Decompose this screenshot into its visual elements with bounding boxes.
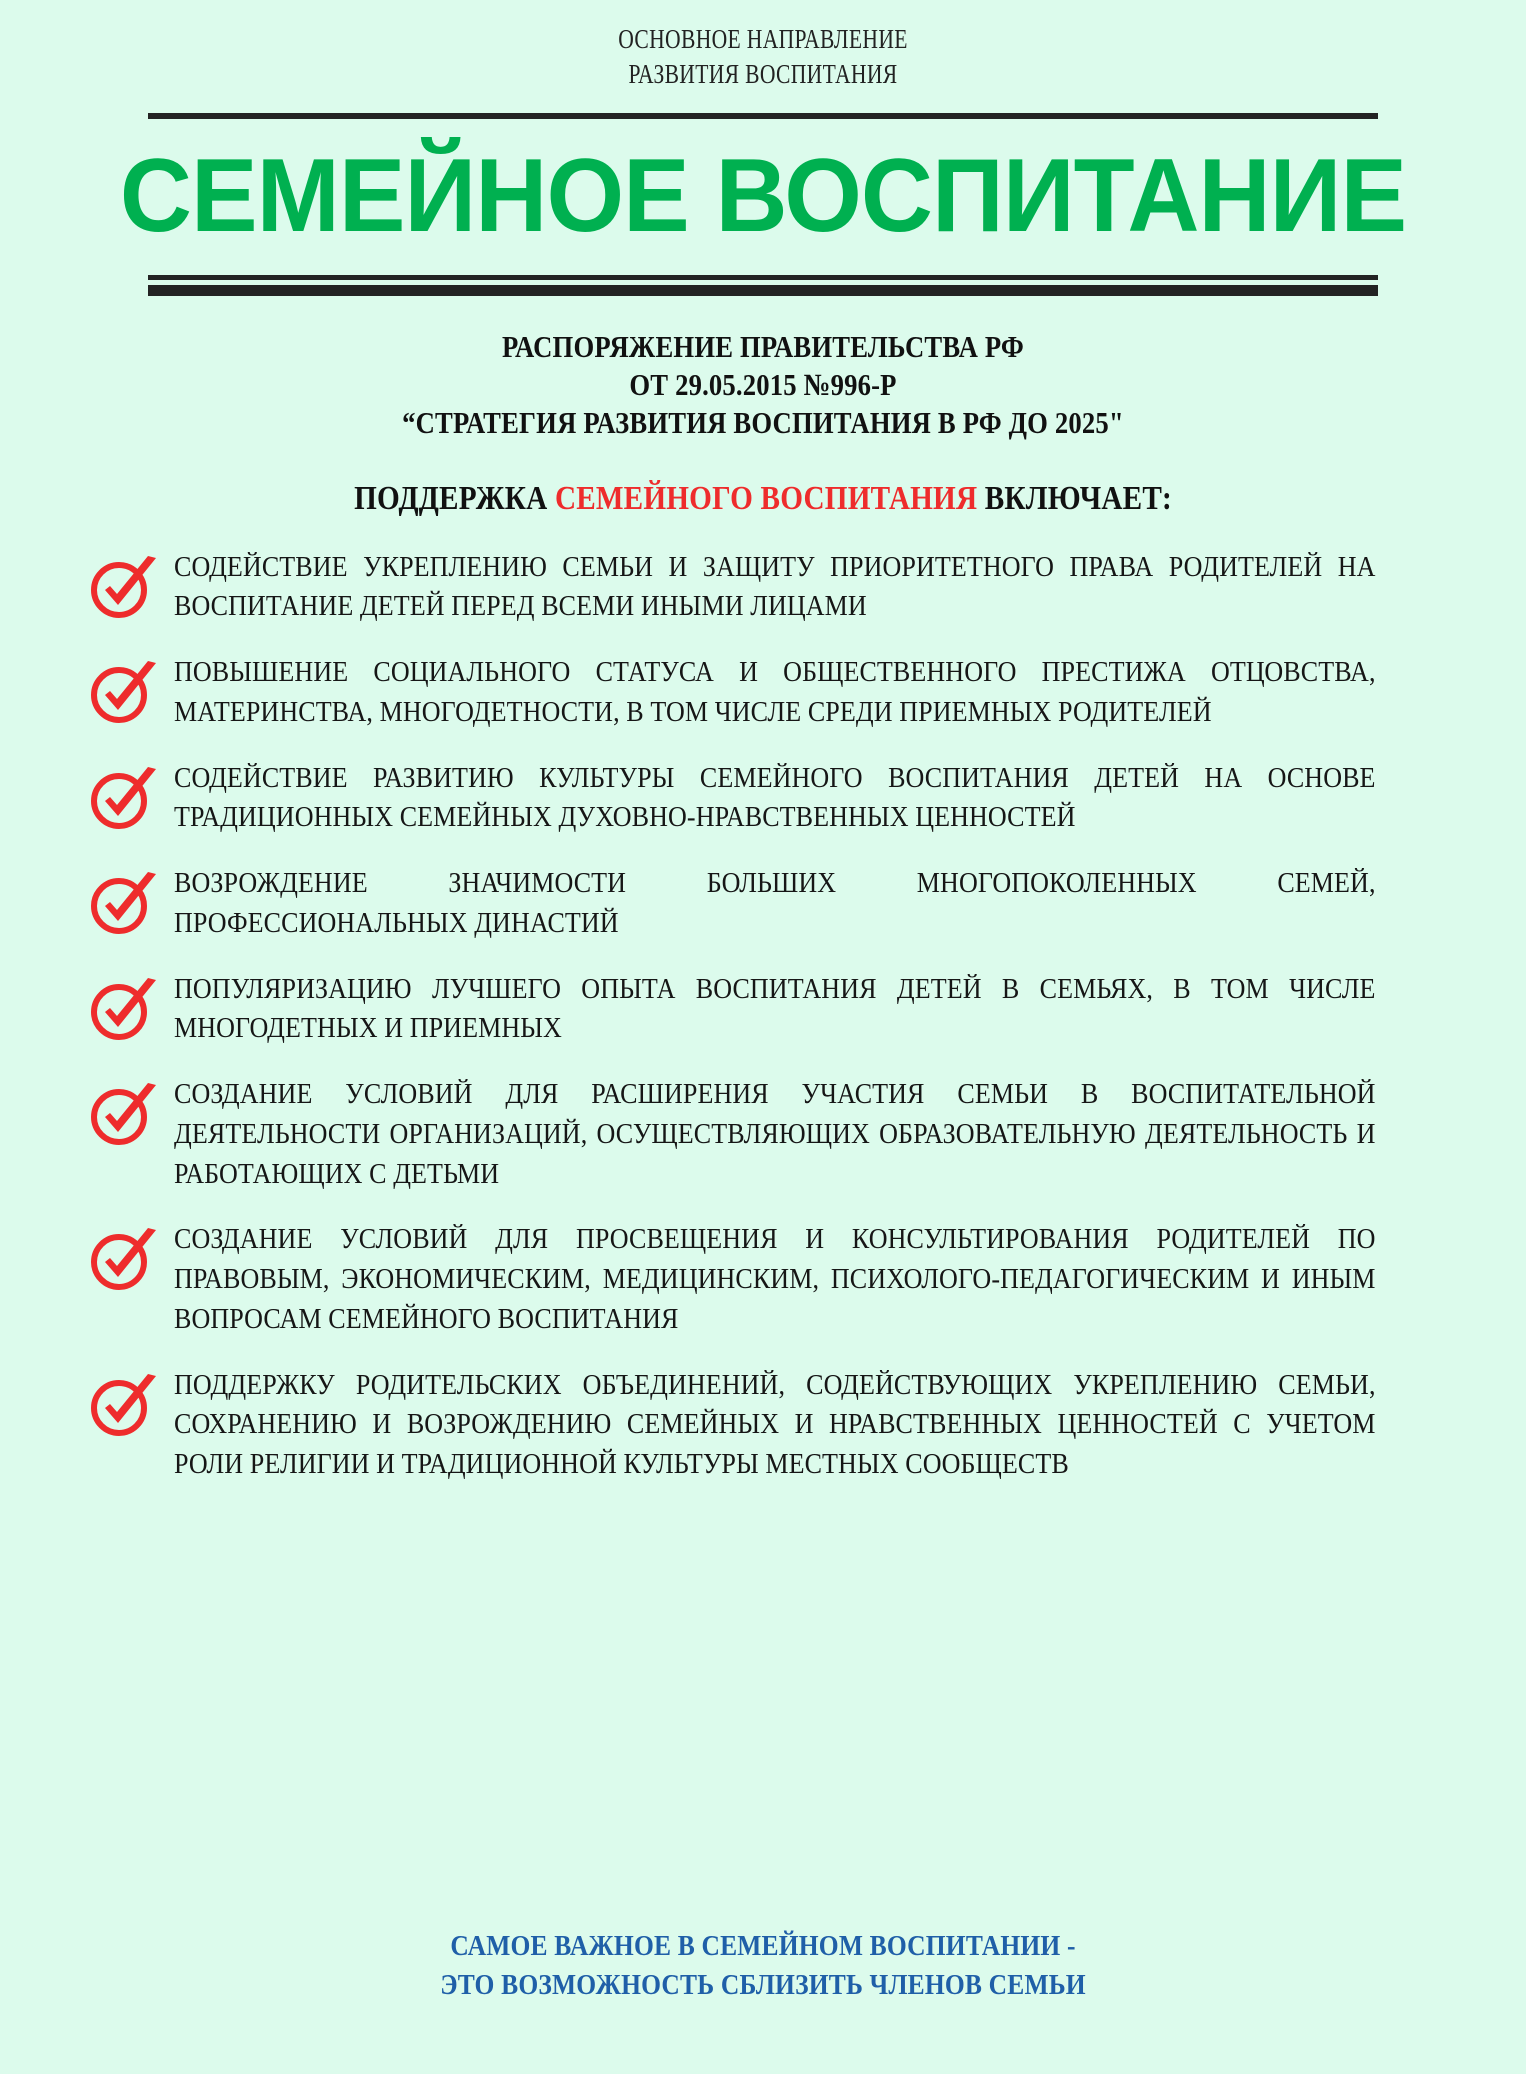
- check-circle-icon: [88, 970, 174, 1042]
- list-item-text: СОЗДАНИЕ УСЛОВИЙ ДЛЯ ПРОСВЕЩЕНИЯ И КОНСУЛЬТИРОВАНИЯ РОДИТЕЛЕЙ ПО ПРАВОВЫМ, ЭКОНОМИЧЕСКИМ, МЕДИЦИНСКИМ, ПСИХОЛОГО-ПЕДАГОГИЧЕСКИМ И ИНЫМ ВОПРОСАМ СЕМЕЙНОГО ВОСПИТАНИЯ: [174, 1224, 1376, 1335]
- divider-above-title: [148, 113, 1378, 119]
- list-item-text: СОДЕЙСТВИЕ УКРЕПЛЕНИЮ СЕМЬИ И ЗАЩИТУ ПРИОРИТЕТНОГО ПРАВА РОДИТЕЛЕЙ НА ВОСПИТАНИЕ ДЕТЕЙ ПЕРЕД ВСЕМИ ИНЫМИ ЛИЦАМИ: [174, 551, 1376, 623]
- includes-prefix: ПОДДЕРЖКА: [354, 479, 555, 517]
- check-circle-icon: [88, 864, 174, 936]
- includes-suffix: ВКЛЮЧАЕТ:: [977, 479, 1172, 517]
- list-item-text: СОДЕЙСТВИЕ РАЗВИТИЮ КУЛЬТУРЫ СЕМЕЙНОГО ВОСПИТАНИЯ ДЕТЕЙ НА ОСНОВЕ ТРАДИЦИОННЫХ СЕМЕЙНЫХ ДУХОВНО-НРАВСТВЕННЫХ ЦЕННОСТЕЙ: [174, 762, 1376, 834]
- kicker-line-2: РАЗВИТИЯ ВОСПИТАНИЯ: [628, 58, 898, 89]
- benefits-list: [88, 548, 1466, 1485]
- decree-line-1: РАСПОРЯЖЕНИЕ ПРАВИТЕЛЬСТВА РФ: [501, 329, 1024, 365]
- check-circle-icon: [88, 1366, 174, 1438]
- list-item-text: ВОЗРОЖДЕНИЕ ЗНАЧИМОСТИ БОЛЬШИХ МНОГОПОКОЛЕННЫХ СЕМЕЙ, ПРОФЕССИОНАЛЬНЫХ ДИНАСТИЙ: [174, 868, 1376, 939]
- list-item: [88, 653, 1466, 733]
- list-item-text: ПОДДЕРЖКУ РОДИТЕЛЬСКИХ ОБЪЕДИНЕНИЙ, СОДЕЙСТВУЮЩИХ УКРЕПЛЕНИЮ СЕМЬИ, СОХРАНЕНИЮ И ВОЗРОЖДЕНИЮ СЕМЕЙНЫХ И НРАВСТВЕННЫХ ЦЕННОСТЕЙ С УЧЕТОМ РОЛИ РЕЛИГИИ И ТРАДИЦИОННОЙ КУЛЬТУРЫ МЕСТНЫХ СООБЩЕСТВ: [174, 1369, 1376, 1481]
- list-item: [88, 759, 1466, 839]
- list-item: [88, 1220, 1466, 1339]
- list-item: [88, 1366, 1466, 1485]
- kicker-line-1: ОСНОВНОЕ НАПРАВЛЕНИЕ: [618, 24, 908, 54]
- includes-accent-text: СЕМЕЙНОГО ВОСПИТАНИЯ: [554, 479, 978, 517]
- list-item-text: ПОПУЛЯРИЗАЦИЮ ЛУЧШЕГО ОПЫТА ВОСПИТАНИЯ ДЕТЕЙ В СЕМЬЯХ, В ТОМ ЧИСЛЕ МНОГОДЕТНЫХ И ПРИЕМНЫХ: [174, 973, 1376, 1045]
- decree-block: [107, 328, 1419, 441]
- poster-footer: [92, 1927, 1435, 2004]
- list-item: [88, 864, 1466, 944]
- check-circle-icon: [88, 653, 174, 725]
- check-circle-icon: [88, 1220, 174, 1292]
- check-circle-icon: [88, 759, 174, 831]
- divider-thick-line: [148, 285, 1378, 296]
- footer-line-2: ЭТО ВОЗМОЖНОСТЬ СБЛИЗИТЬ ЧЛЕНОВ СЕМЬИ: [440, 1968, 1086, 2001]
- list-item-text: СОЗДАНИЕ УСЛОВИЙ ДЛЯ РАСШИРЕНИЯ УЧАСТИЯ СЕМЬИ В ВОСПИТАТЕЛЬНОЙ ДЕЯТЕЛЬНОСТИ ОРГАНИЗАЦИЙ, ОСУЩЕСТВЛЯЮЩИХ ОБРАЗОВАТЕЛЬНУЮ ДЕЯТЕЛЬНОСТЬ И РАБОТАЮЩИХ С ДЕТЬМИ: [174, 1079, 1376, 1190]
- list-item: [88, 970, 1466, 1050]
- check-circle-icon: [88, 1075, 174, 1147]
- divider-below-title: [148, 269, 1378, 296]
- decree-line-3: “СТРАТЕГИЯ РАЗВИТИЯ ВОСПИТАНИЯ В РФ ДО 2025": [402, 404, 1124, 440]
- includes-heading: [107, 480, 1419, 518]
- list-item: [88, 1075, 1466, 1194]
- list-item-text: ПОВЫШЕНИЕ СОЦИАЛЬНОГО СТАТУСА И ОБЩЕСТВЕННОГО ПРЕСТИЖА ОТЦОВСТВА, МАТЕРИНСТВА, МНОГОДЕТНОСТИ, В ТОМ ЧИСЛЕ СРЕДИ ПРИЕМНЫХ РОДИТЕЛЕЙ: [174, 657, 1376, 728]
- list-item: [88, 548, 1466, 628]
- poster-kicker: [153, 22, 1374, 91]
- page-title: СЕМЕЙНОЕ ВОСПИТАНИЕ: [119, 138, 1407, 255]
- check-circle-icon: [88, 548, 174, 620]
- decree-line-2: ОТ 29.05.2015 №996-Р: [629, 366, 897, 402]
- footer-line-1: САМОЕ ВАЖНОЕ В СЕМЕЙНОМ ВОСПИТАНИИ -: [450, 1930, 1076, 1963]
